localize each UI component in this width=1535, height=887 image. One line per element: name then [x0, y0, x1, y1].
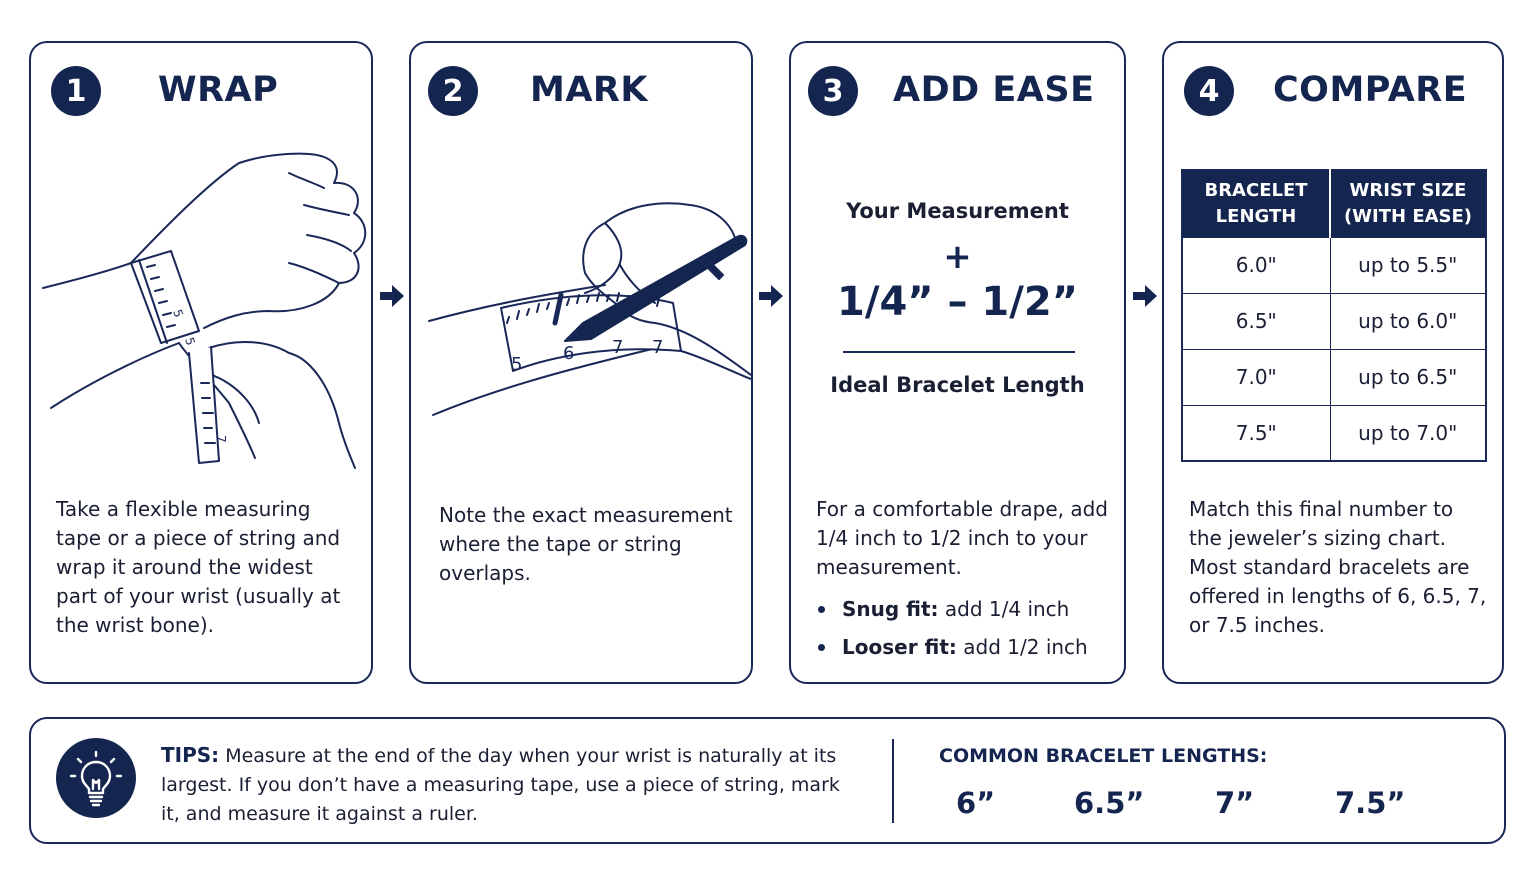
bracelet-length-cell: 6.5" — [1182, 293, 1330, 349]
step-description: Note the exact measurement where the tape or string overlaps. — [439, 503, 733, 585]
column-header-wrist-size: WRIST SIZE (WITH EASE) — [1330, 170, 1486, 237]
step-number-badge: 3 — [808, 66, 858, 116]
ruler-number: 6 — [563, 343, 575, 364]
ruler-number: 7 — [652, 337, 664, 358]
tape-number: 5 — [170, 307, 186, 320]
tips-divider — [892, 739, 894, 823]
bracelet-length-cell: 7.5" — [1182, 405, 1330, 461]
wrist-size-cell: up to 5.5" — [1330, 237, 1486, 293]
tape-number: 7 — [214, 435, 228, 443]
formula-ease-range: 1/4” – 1/2” — [837, 279, 1078, 325]
tips-text: TIPS: Measure at the end of the day when your wrist is naturally at its largest. If you don’t have a measuring tape, use a piece of string, mark it, and measure it against a ruler. — [161, 743, 840, 825]
mark-measurement-illustration — [415, 153, 751, 433]
size-chart-table — [1181, 169, 1487, 462]
step-title: ADD EASE — [893, 70, 1095, 110]
bracelet-length-cell: 6.0" — [1182, 237, 1330, 293]
table-row — [1182, 237, 1486, 293]
ruler-number: 7 — [612, 337, 624, 358]
step-number-badge: 4 — [1184, 66, 1234, 116]
fit-option-looser: Looser fit: add 1/2 inch — [816, 633, 1088, 671]
step-card-compare — [1162, 41, 1504, 684]
formula-measurement-label: Your Measurement — [846, 199, 1069, 223]
step-card-add-ease — [789, 41, 1126, 684]
bracelet-length-cell: 7.0" — [1182, 349, 1330, 405]
wrist-wrap-illustration — [39, 143, 369, 473]
common-length-value: 6” — [956, 786, 996, 820]
step-description: For a comfortable drape, add 1/4 inch to 1/2 inch to your measurement. — [816, 497, 1108, 579]
wrist-size-cell: up to 7.0" — [1330, 405, 1486, 461]
step-card-mark — [409, 41, 753, 684]
common-length-value: 7” — [1215, 786, 1255, 820]
step-title: WRAP — [158, 70, 279, 110]
common-lengths-title: COMMON BRACELET LENGTHS: — [939, 745, 1268, 767]
step-description: Take a flexible measuring tape or a piece of string and wrap it around the widest part of your wrist (usually at the wrist bone). — [56, 497, 341, 637]
step-number-badge: 2 — [428, 66, 478, 116]
arrow-right-icon — [378, 282, 406, 310]
step-title: COMPARE — [1273, 70, 1468, 110]
step-number-badge: 1 — [51, 66, 101, 116]
formula-plus: + — [943, 237, 972, 277]
fit-options-list — [816, 595, 1088, 671]
table-row — [1182, 405, 1486, 461]
step-card-wrap — [29, 41, 373, 684]
step-description: Match this final number to the jeweler’s sizing chart. Most standard bracelets are offered in lengths of 6, 6.5, 7, or 7.5 inches. — [1189, 497, 1487, 637]
common-length-value: 6.5” — [1074, 786, 1145, 820]
arrow-right-icon — [1131, 282, 1159, 310]
wrist-size-cell: up to 6.0" — [1330, 293, 1486, 349]
table-header-row — [1182, 170, 1486, 237]
common-length-value: 7.5” — [1335, 786, 1406, 820]
ruler-number: 5 — [511, 354, 523, 375]
lightbulb-icon — [56, 738, 136, 818]
tape-number: 5 — [182, 335, 198, 348]
step-title: MARK — [530, 70, 648, 110]
fit-option-snug: Snug fit: add 1/4 inch — [816, 595, 1088, 633]
table-row — [1182, 349, 1486, 405]
wrist-size-cell: up to 6.5" — [1330, 349, 1486, 405]
table-row — [1182, 293, 1486, 349]
formula-divider — [843, 351, 1075, 353]
formula-result-label: Ideal Bracelet Length — [830, 373, 1085, 397]
arrow-right-icon — [757, 282, 785, 310]
column-header-bracelet-length: BRACELET LENGTH — [1182, 170, 1330, 237]
tips-panel — [29, 717, 1506, 844]
